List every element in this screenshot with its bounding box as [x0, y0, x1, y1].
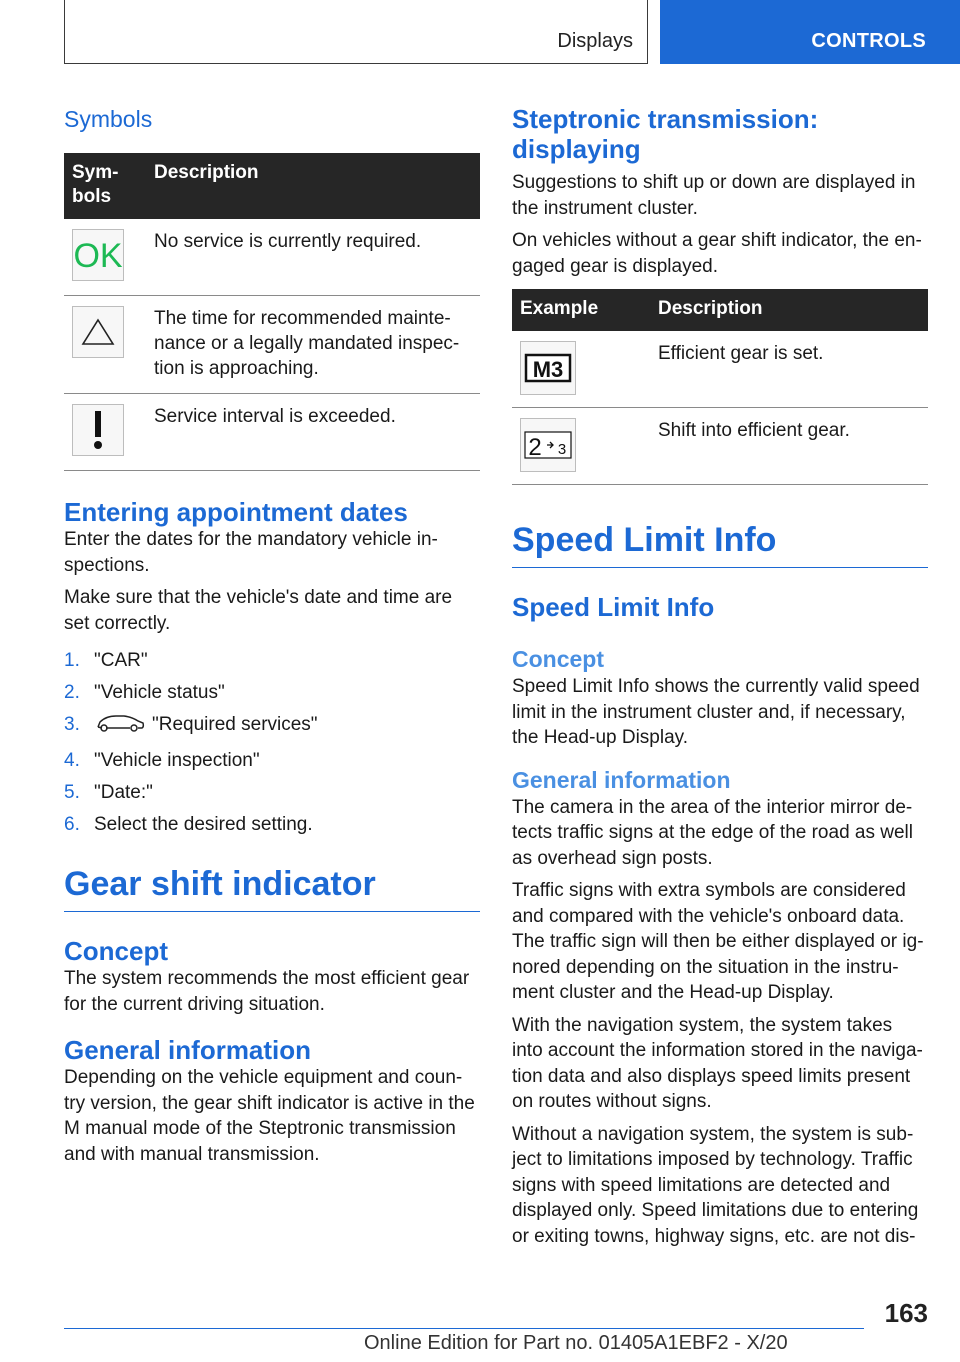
step-text: "CAR"	[94, 650, 148, 671]
table-row	[512, 331, 928, 408]
description-col-header: Description	[146, 153, 480, 219]
footer-divider	[64, 1328, 864, 1329]
gear-shift-heading: Gear shift indicator	[64, 863, 480, 912]
step-number: 3.	[64, 714, 80, 735]
steptronic-paragraph: Suggestions to shift up or down are displayed in the instrument cluster.	[512, 172, 916, 219]
shift-to-gear: 3	[557, 441, 567, 458]
step-text: "Vehicle status"	[94, 682, 225, 703]
shift-from-gear: 2	[528, 434, 542, 461]
speed-paragraph: The camera in the area of the interior mirror de-tects traffic signs at the edge of the road as well as overhead sign posts.	[512, 796, 913, 869]
gear-concept-heading: Concept	[64, 936, 168, 966]
step-number: 6.	[64, 814, 80, 835]
right-column	[512, 100, 928, 1256]
warning-triangle-icon	[72, 306, 124, 358]
gear-concept-text: The system recommends the most efficient gear for the current driving situation.	[64, 968, 470, 1015]
m3-gear-icon	[520, 341, 576, 395]
footer-edition: Online Edition for Part no. 01405A1EBF2 - X/20	[364, 1332, 788, 1354]
appointment-steps	[64, 648, 480, 837]
step-number: 2.	[64, 682, 80, 703]
speed-paragraph: With the navigation system, the system takes into account the information stored in the naviga-tion data and also displays speed limits present on routes without signs.	[512, 1014, 923, 1112]
row-description: No service is currently required.	[146, 219, 480, 296]
row-description: Service interval is exceeded.	[146, 394, 480, 471]
speed-concept-text: Speed Limit Info shows the currently valid speed limit in the instrument cluster and, if necessary, the Head-up Display.	[512, 676, 920, 748]
row-description: Shift into efficient gear.	[650, 408, 928, 485]
appointment-paragraph: Enter the dates for the mandatory vehicle in-spections.	[64, 529, 438, 576]
header-chapter-title: CONTROLS	[811, 30, 926, 52]
list-item	[64, 648, 480, 673]
symbols-heading: Symbols	[64, 106, 153, 132]
m3-label: M3	[532, 357, 564, 382]
symbols-col-header: Sym- bols	[64, 153, 146, 219]
list-item	[64, 780, 480, 805]
speed-limit-heading: Speed Limit Info	[512, 519, 928, 568]
step-number: 1.	[64, 650, 80, 671]
svg-text:OK: OK	[73, 238, 123, 272]
table-row	[64, 394, 480, 471]
step-text: "Date:"	[94, 782, 153, 803]
header-chapter-tab	[660, 0, 960, 64]
speed-concept-heading: Concept	[512, 646, 604, 672]
list-item	[64, 812, 480, 837]
speed-limit-subheading: Speed Limit Info	[512, 592, 715, 622]
car-icon	[94, 712, 150, 741]
list-item	[64, 712, 480, 741]
steptronic-table	[512, 289, 928, 485]
step-text: Select the desired setting.	[94, 814, 313, 835]
row-description: Efficient gear is set.	[650, 331, 928, 408]
speed-paragraph: Without a navigation system, the system is sub-ject to limitations imposed by technology. Traffic signs with speed limitations are detected and displayed only. Speed limitations due to entering or exiting towns, highway signs, etc. are not dis-	[512, 1123, 919, 1247]
description-col-header: Description	[650, 289, 928, 331]
row-description: The time for recommended mainte-nance or a legally mandated inspec-tion is approaching.	[146, 296, 480, 394]
step-text: "Vehicle inspection"	[94, 750, 260, 771]
shift-2-to-3-icon	[520, 418, 576, 472]
list-item	[64, 680, 480, 705]
table-row	[512, 408, 928, 485]
ok-icon	[72, 229, 124, 281]
step-number: 4.	[64, 750, 80, 771]
step-text: "Required services"	[152, 714, 318, 735]
page-number: 163	[884, 1298, 928, 1328]
speed-paragraph: Traffic signs with extra symbols are considered and compared with the vehicle's onboard data. The traffic sign will then be either displayed or ig-nored depending on the situation in the instru-ment cluster and the Head-up Display.	[512, 880, 924, 1003]
gear-general-heading: General information	[64, 1035, 312, 1065]
table-row	[64, 219, 480, 296]
appointment-paragraph: Make sure that the vehicle's date and time are set correctly.	[64, 587, 453, 634]
speed-general-heading: General information	[512, 766, 731, 793]
gear-general-text: Depending on the vehicle equipment and coun-try version, the gear shift indicator is active in the M manual mode of the Steptronic transmission and with manual transmission.	[64, 1067, 475, 1165]
steptronic-heading: Steptronic transmission: displaying	[512, 104, 819, 164]
steptronic-paragraph: On vehicles without a gear shift indicator, the en-gaged gear is displayed.	[512, 230, 922, 277]
list-item	[64, 748, 480, 773]
left-column	[64, 100, 480, 1174]
symbols-table	[64, 153, 480, 471]
appointment-heading: Entering appointment dates	[64, 497, 408, 527]
table-row	[64, 296, 480, 394]
header-section-title: Displays	[557, 30, 633, 52]
step-number: 5.	[64, 782, 80, 803]
example-col-header: Example	[512, 289, 650, 331]
exclamation-icon	[72, 404, 124, 456]
header-section-box	[64, 0, 648, 64]
